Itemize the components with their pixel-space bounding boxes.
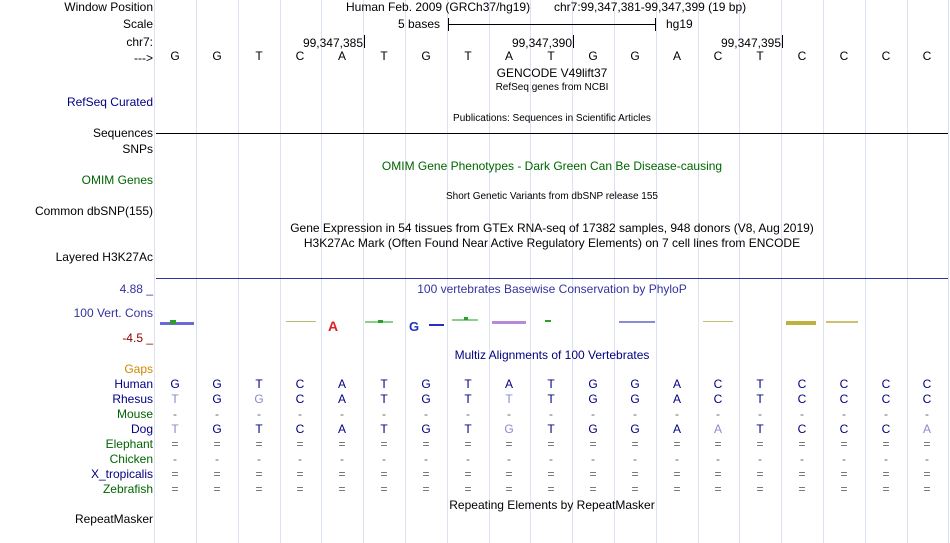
alignment-base: - [884, 452, 888, 466]
alignment-base: - [173, 452, 177, 466]
alignment-base: - [549, 452, 553, 466]
alignment-base: T [464, 392, 472, 406]
alignment-base: = [756, 482, 764, 496]
label-omim[interactable]: OMIM Genes [81, 173, 153, 187]
alignment-base: T [547, 377, 555, 391]
alignment-base: - [424, 452, 428, 466]
alignment-base: - [215, 452, 219, 466]
alignment-base: = [255, 482, 263, 496]
alignment-base: A [337, 392, 346, 406]
alignment-base: G [421, 392, 431, 406]
sequence-base: T [255, 49, 263, 63]
sequence-base: C [881, 49, 891, 63]
sequence-base: C [713, 49, 723, 63]
gencode-title[interactable]: GENCODE V49lift37 [496, 66, 608, 80]
label-refseq[interactable]: RefSeq Curated [66, 95, 153, 109]
alignment-base: G [212, 377, 222, 391]
alignment-base: = [882, 482, 890, 496]
label-h3k27ac[interactable]: Layered H3K27Ac [55, 250, 153, 264]
gtex-title: Gene Expression in 54 tissues from GTEx RNA-seq of 17382 samples, 948 donors (V8, Aug 2019) [290, 221, 814, 235]
alignment-base: = [422, 482, 430, 496]
alignment-base: - [633, 452, 637, 466]
alignment-base: G [588, 392, 598, 406]
alignment-base: G [588, 377, 598, 391]
alignment-base: T [464, 422, 472, 436]
alignment-base: = [338, 467, 346, 481]
sequence-base: G [212, 49, 222, 63]
alignment-base: G [212, 392, 222, 406]
alignment-base: G [170, 377, 180, 391]
refseq-title: RefSeq genes from NCBI [495, 82, 609, 93]
alignment-base: T [547, 422, 555, 436]
alignment-base: - [257, 407, 261, 421]
sequence-base: C [839, 49, 849, 63]
ruler-tick-label: 99,347,385 [302, 36, 363, 50]
alignment-base: C [839, 392, 849, 406]
cons-mark [429, 324, 444, 326]
alignment-base: - [382, 452, 386, 466]
alignment-base: = [631, 437, 639, 451]
alignment-base: = [756, 467, 764, 481]
sequence-base: C [797, 49, 807, 63]
alignment-base: = [714, 467, 722, 481]
alignment-base: A [713, 422, 722, 436]
label-window-position: Window Position [64, 0, 153, 14]
alignment-base: - [925, 452, 929, 466]
multiz-title: Multiz Alignments of 100 Vertebrates [454, 348, 650, 362]
alignment-base: = [589, 437, 597, 451]
label-scale: Scale [122, 17, 153, 31]
alignment-base: G [421, 422, 431, 436]
alignment-base: C [295, 377, 305, 391]
sequence-base: G [588, 49, 598, 63]
alignment-base: - [758, 407, 762, 421]
alignment-base: = [882, 437, 890, 451]
sequence-base: A [672, 49, 681, 63]
alignment-base: = [673, 467, 681, 481]
alignment-base: = [213, 482, 221, 496]
alignment-base: - [591, 407, 595, 421]
alignment-base: G [630, 422, 640, 436]
alignment-base: = [673, 482, 681, 496]
alignment-base: - [675, 407, 679, 421]
repeatmasker-title: Repeating Elements by RepeatMasker [449, 498, 655, 512]
cons-mark [703, 321, 733, 322]
alignment-base: G [588, 422, 598, 436]
alignment-base: = [505, 482, 513, 496]
alignment-base: = [547, 467, 555, 481]
alignment-base: - [925, 407, 929, 421]
alignment-base: - [257, 452, 261, 466]
alignment-base: = [882, 467, 890, 481]
sequence-base: C [295, 49, 305, 63]
alignment-base: - [549, 407, 553, 421]
alignment-base: = [296, 482, 304, 496]
species-label-rhesus[interactable]: Rhesus [112, 392, 153, 406]
alignment-base: A [337, 377, 346, 391]
species-label-dog[interactable]: Dog [130, 422, 153, 436]
alignment-base: = [213, 437, 221, 451]
alignment-base: G [504, 422, 514, 436]
alignment-base: C [797, 422, 807, 436]
alignment-base: G [421, 377, 431, 391]
species-label-chicken[interactable]: Chicken [109, 452, 153, 466]
alignment-base: = [840, 437, 848, 451]
label-strand-arrow[interactable]: ---> [134, 51, 153, 65]
label-cons[interactable]: 100 Vert. Cons [73, 306, 153, 320]
alignment-base: = [380, 467, 388, 481]
species-label-mouse[interactable]: Mouse [116, 407, 153, 421]
alignment-base: = [798, 437, 806, 451]
alignment-base: - [173, 407, 177, 421]
alignment-base: = [923, 482, 931, 496]
sequence-base: C [922, 49, 932, 63]
sequence-base: A [504, 49, 513, 63]
alignment-base: = [631, 467, 639, 481]
alignment-base: T [255, 377, 263, 391]
alignment-base: T [255, 422, 263, 436]
alignment-base: T [464, 377, 472, 391]
alignment-base: = [673, 437, 681, 451]
alignment-base: T [756, 422, 764, 436]
alignment-base: = [171, 437, 179, 451]
alignment-base: - [340, 407, 344, 421]
alignment-base: C [881, 422, 891, 436]
alignment-base: = [798, 467, 806, 481]
alignment-base: G [212, 422, 222, 436]
publications-title: Publications: Sequences in Scientific Articles [453, 113, 651, 124]
label-repeatmasker[interactable]: RepeatMasker [74, 512, 153, 526]
alignment-base: C [797, 377, 807, 391]
alignment-base: C [881, 377, 891, 391]
scale-label: 5 bases [398, 17, 441, 31]
alignment-base: = [840, 467, 848, 481]
alignment-base: A [922, 422, 931, 436]
label-sequences[interactable]: Sequences [92, 126, 153, 140]
label-cons-max: 4.88 _ [119, 282, 153, 296]
alignment-base: T [380, 377, 388, 391]
sequence-base: T [547, 49, 555, 63]
alignment-base: - [800, 452, 804, 466]
cons-mark [492, 321, 526, 324]
cons-mark [378, 320, 383, 323]
alignment-base: = [171, 482, 179, 496]
alignment-base: = [380, 437, 388, 451]
alignment-base: = [631, 482, 639, 496]
alignment-base: T [171, 392, 179, 406]
alignment-base: = [756, 437, 764, 451]
ruler-tick-label: 99,347,390 [511, 36, 572, 50]
alignment-base: - [716, 452, 720, 466]
alignment-base: T [171, 422, 179, 436]
species-label-elephant[interactable]: Elephant [105, 437, 153, 451]
alignment-base: = [464, 467, 472, 481]
alignment-base: A [337, 422, 346, 436]
ruler-tick-label: 99,347,395 [720, 36, 781, 50]
cons-mark [545, 320, 551, 322]
sequence-base: G [170, 49, 180, 63]
alignment-base: - [466, 407, 470, 421]
alignment-base: - [424, 407, 428, 421]
alignment-base: = [464, 482, 472, 496]
alignment-base: = [505, 467, 513, 481]
alignment-base: C [839, 377, 849, 391]
alignment-base: C [295, 392, 305, 406]
alignment-base: = [547, 482, 555, 496]
sequence-base: G [630, 49, 640, 63]
alignment-base: G [630, 377, 640, 391]
alignment-base: T [547, 392, 555, 406]
dbsnp-title: Short Genetic Variants from dbSNP release 155 [446, 191, 658, 202]
alignment-base: = [380, 482, 388, 496]
cons-mark: G [409, 319, 420, 334]
scale-db: hg19 [666, 17, 693, 31]
sequence-base: A [337, 49, 346, 63]
assembly-title: Human Feb. 2009 (GRCh37/hg19) [346, 0, 531, 14]
alignment-base: - [884, 407, 888, 421]
alignment-base: = [338, 437, 346, 451]
cons-mark: A [328, 318, 339, 334]
alignment-base: C [713, 392, 723, 406]
alignment-base: - [298, 407, 302, 421]
sequence-base: T [380, 49, 388, 63]
sequence-base: T [756, 49, 764, 63]
alignment-base: - [382, 407, 386, 421]
alignment-base: - [215, 407, 219, 421]
position-readout: chr7:99,347,381-99,347,399 (19 bp) [554, 0, 747, 14]
alignment-base: - [633, 407, 637, 421]
alignment-base: = [422, 437, 430, 451]
alignment-base: - [298, 452, 302, 466]
alignment-base: C [839, 422, 849, 436]
alignment-base: = [255, 467, 263, 481]
alignment-base: = [589, 482, 597, 496]
alignment-base: A [672, 422, 681, 436]
alignment-base: = [714, 437, 722, 451]
alignment-base: - [758, 452, 762, 466]
alignment-base: = [505, 437, 513, 451]
alignment-base: C [881, 392, 891, 406]
alignment-base: - [591, 452, 595, 466]
alignment-base: - [675, 452, 679, 466]
sequence-base: G [421, 49, 431, 63]
cons-mark [160, 322, 194, 325]
label-cons-min: -4.5 _ [122, 331, 153, 345]
alignment-base: - [466, 452, 470, 466]
alignment-base: - [340, 452, 344, 466]
alignment-base: = [589, 467, 597, 481]
label-snps[interactable]: SNPs [122, 142, 153, 156]
alignment-base: = [464, 437, 472, 451]
alignment-base: G [630, 392, 640, 406]
alignment-base: T [380, 422, 388, 436]
alignment-base: A [672, 377, 681, 391]
alignment-base: T [505, 392, 513, 406]
alignment-base: = [338, 482, 346, 496]
alignment-base: A [504, 377, 513, 391]
species-label-human[interactable]: Human [114, 377, 153, 391]
omim-title: OMIM Gene Phenotypes - Dark Green Can Be Disease-causing [381, 159, 723, 173]
alignment-base: = [923, 437, 931, 451]
alignment-base: G [254, 392, 264, 406]
cons-mark [826, 321, 858, 323]
cons-mark [786, 321, 816, 325]
alignment-base: A [672, 392, 681, 406]
alignment-base: C [797, 392, 807, 406]
alignment-base: T [380, 392, 388, 406]
alignment-base: C [922, 377, 932, 391]
alignment-base: = [296, 437, 304, 451]
alignment-base: C [922, 392, 932, 406]
alignment-base: = [798, 482, 806, 496]
alignment-base: C [713, 377, 723, 391]
alignment-base: = [213, 467, 221, 481]
alignment-base: - [507, 452, 511, 466]
alignment-base: = [714, 482, 722, 496]
alignment-base: T [756, 392, 764, 406]
alignment-base: - [507, 407, 511, 421]
phylop-title: 100 vertebrates Basewise Conservation by PhyloP [417, 282, 687, 296]
alignment-base: = [255, 437, 263, 451]
cons-mark [170, 320, 176, 324]
alignment-base: C [295, 422, 305, 436]
alignment-base: - [800, 407, 804, 421]
sequence-base: T [464, 49, 472, 63]
alignment-base: = [923, 467, 931, 481]
alignment-base: = [840, 482, 848, 496]
cons-mark [619, 321, 655, 323]
alignment-base: = [547, 437, 555, 451]
species-label-zebrafish[interactable]: Zebrafish [102, 482, 153, 496]
alignment-base: - [716, 407, 720, 421]
cons-mark [286, 321, 316, 322]
alignment-base: - [842, 452, 846, 466]
h3k27ac-title: H3K27Ac Mark (Often Found Near Active Regulatory Elements) on 7 cell lines from ENCODE [303, 236, 801, 250]
label-chr: chr7: [126, 35, 153, 49]
alignment-base: = [296, 467, 304, 481]
cons-mark [464, 317, 468, 320]
alignment-base: = [171, 467, 179, 481]
species-label-x_tropicalis[interactable]: X_tropicalis [90, 467, 153, 481]
alignment-base: - [842, 407, 846, 421]
label-gaps[interactable]: Gaps [124, 362, 153, 376]
label-dbsnp[interactable]: Common dbSNP(155) [34, 204, 153, 218]
alignment-base: T [756, 377, 764, 391]
alignment-base: = [422, 467, 430, 481]
